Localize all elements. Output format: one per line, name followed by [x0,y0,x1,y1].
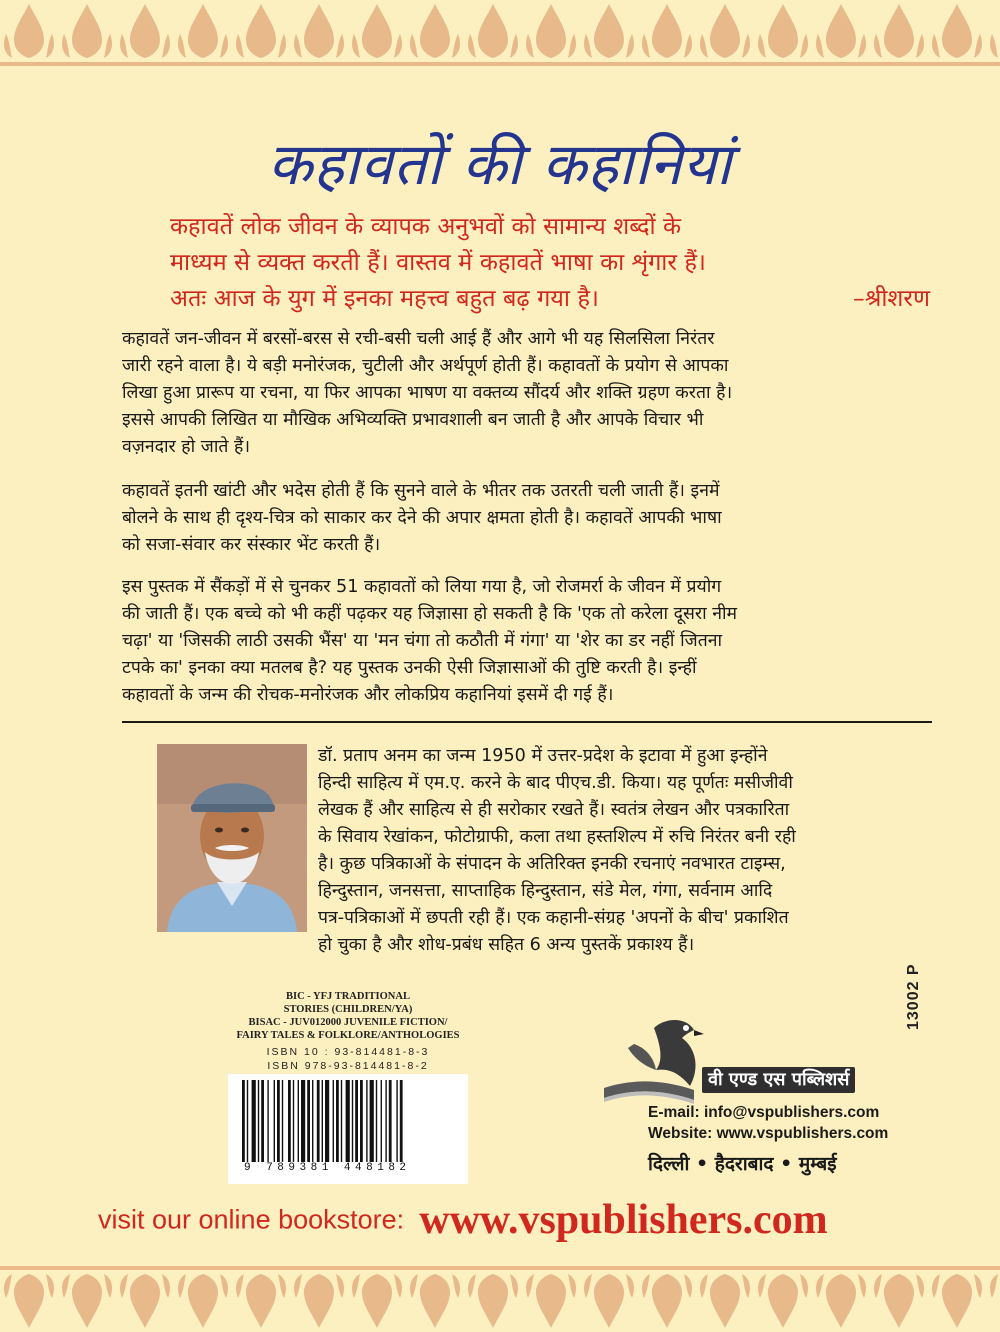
barcode-bar [274,1080,275,1162]
barcode-digits: 9 789381 448182 [244,1162,459,1174]
barcode-bar [352,1080,353,1162]
publisher-name: वी एण्ड एस पब्लिशर्स [702,1067,855,1093]
bio-line: के सिवाय रेखांकन, फोटोग्राफी, कला तथा हस्तशिल्प में रुचि निरंतर बनी रही [318,827,796,847]
section-divider [122,721,932,723]
quote-line-text: अतः आज के युग में इनका महत्त्व बहुत बढ़ गया है। [170,284,599,312]
store-url[interactable]: www.vspublishers.com [419,1197,828,1243]
publisher-website: Website: www.vspublishers.com [648,1125,889,1142]
barcode-bar [252,1080,256,1162]
bic-line: BISAC - JUV012000 JUVENILE FICTION/ [248,1017,448,1028]
text-line: कहावतें इतनी खांटी और भदेस होती हैं कि सुनने वाले के भीतर तक उतरती चली जाती हैं। इनमें [122,481,720,501]
barcode-bar [389,1080,392,1162]
author-photo [157,744,307,932]
barcode-bar [247,1080,248,1162]
barcode-bar [336,1080,339,1162]
barcode-bar [261,1080,264,1162]
epigraph-quote [170,208,930,316]
barcode-bar [298,1080,299,1162]
bic-line: BIC - YFJ TRADITIONAL [286,991,410,1002]
barcode-bar [267,1080,268,1162]
barcode-bar [317,1080,320,1162]
text-line: वज़नदार हो जाते हैं। [122,437,251,457]
bio-line: हिन्दी साहित्य में एम.ए. करने के बाद पीएच.डी. किया। यह पूर्णतः मसीजीवी [318,773,793,793]
barcode-bar [370,1080,374,1162]
text-line: इस पुस्तक में सैंकड़ों में से चुनकर 51 कहावतों को लिया गया है, जो रोजमर्रा के जीवन में प्रयोग [122,577,722,597]
barcode-bar [293,1080,294,1162]
text-line: को सजा-संवार कर संस्कार भेंट करती हैं। [122,535,381,555]
text-line: कहावतें जन-जीवन में बरसों-बरस से रची-बसी चली आई हैं और आगे भी यह सिलसिला निरंतर [122,329,715,349]
book-title: कहावतों की कहानियां [267,130,733,198]
bio-line: लेखक हैं और साहित्य से ही सरोकार रखते हैं। स्वतंत्र लेखन और पत्रकारिता [318,800,790,820]
description-paragraph-1 [122,326,930,461]
barcode-bar [258,1080,259,1162]
quote-line [170,280,930,316]
text-line: बोलने के साथ ही दृश्य-चित्र को साकार कर देने की अपार क्षमता होती है। कहावतें आपकी भाषा [122,508,722,528]
barcode-bar [307,1080,310,1162]
barcode-bar [282,1080,283,1162]
barcode-bar [242,1080,245,1162]
publisher-cities: दिल्ली • हैदराबाद • मुम्बई [648,1153,837,1175]
quote-line: कहावतें लोक जीवन के व्यापक अनुभवों को सामान्य शब्दों के [170,212,682,240]
text-line: चढ़ा' या 'जिसकी लाठी उसकी भैंस' या 'मन चंगा तो कठौती में गंगा' या 'शेर का डर नहीं जितना [122,631,723,651]
barcode-bar [341,1080,342,1162]
bic-line: FAIRY TALES & FOLKLORE/ANTHOLOGIES [236,1030,460,1041]
barcode-bar [396,1080,397,1162]
isbn13-label: ISBN 978-93-814481-8-2 [267,1060,429,1072]
bic-line: STORIES (CHILDREN/YA) [283,1004,413,1015]
barcode-bar [312,1080,313,1162]
text-line: जारी रहने वाला है। ये बड़ी मनोरंजक, चुटीली और अर्थपूर्ण होती हैं। कहावतों के प्रयोग से आपका [122,356,729,376]
text-line: इससे आपकी लिखित या मौखिक अभिव्यक्ति प्रभावशाली बन जाती है और आपके विचार भी [122,410,704,430]
quote-author: –श्रीशरण [852,284,930,312]
barcode-bar [301,1080,305,1162]
product-code: 13002 P [905,963,922,1030]
text-line: कहावतों के जन्म की रोचक-मनोरंजक और लोकप्रिय कहानियां इसमें दी गई हैं। [122,685,614,705]
barcode-bar [355,1080,358,1162]
publisher-email: E-mail: info@vspublishers.com [648,1104,880,1121]
isbn10-label: ISBN 10 : 93-814481-8-3 [266,1046,430,1058]
online-store-banner [98,1196,938,1244]
barcode-bar [385,1080,386,1162]
author-portrait-image [157,744,307,932]
barcode-bar [288,1080,291,1162]
description-paragraph-2 [122,478,930,559]
top-ornament-border [0,0,1000,70]
barcode-bar [360,1080,363,1162]
description-paragraph-3 [122,574,930,709]
subject-classification [228,990,468,1042]
store-label: visit our online bookstore: [98,1204,405,1235]
barcode-bar [366,1080,367,1162]
text-line: लिखा हुआ प्रारूप या रचना, या फिर आपका भाषण या वक्तव्य सौंदर्य और शक्ति ग्रहण करता है। [122,383,733,403]
author-bio [318,743,930,959]
bio-line: हो चुका है और शोध-प्रबंध सहित 6 अन्य पुस्तकें प्रकाश्य हैं। [318,935,695,955]
bio-line: डॉ. प्रताप अनम का जन्म 1950 में उत्तर-प्रदेश के इटावा में हुआ इन्होंने [318,746,768,766]
bio-line: है। कुछ पत्रिकाओं के संपादन के अतिरिक्त इनकी रचनाएं नवभारत टाइम्स, [318,854,786,874]
barcode-bar [277,1080,280,1162]
quote-line: माध्यम से व्यक्त करती हैं। वास्तव में कहावतें भाषा का शृंगार हैं। [170,248,706,276]
barcode-bar [381,1080,382,1162]
barcode-bar [325,1080,329,1162]
bottom-ornament-border [0,1262,1000,1332]
barcode-bar [333,1080,334,1162]
barcode-bar [400,1080,403,1162]
bio-line: पत्र-पत्रिकाओं में छपती रही हैं। एक कहानी-संग्रह 'अपनों के बीच' प्रकाशित [318,908,789,928]
barcode-bar [346,1080,350,1162]
text-line: टपके का' इनका क्या मतलब है? यह पुस्तक उनकी ऐसी जिज्ञासाओं की तुष्टि करती है। इन्हीं [122,658,697,678]
barcode-bar [376,1080,377,1162]
barcode-bar [322,1080,323,1162]
bio-line: हिन्दुस्तान, जनसत्ता, साप्ताहिक हिन्दुस्तान, संडे मेल, गंगा, सर्वनाम आदि [318,881,773,901]
text-line: की जाती हैं। एक बच्चे को भी कहीं पढ़कर यह जिज्ञासा हो सकती है कि 'एक तो करेला दूसरा नीम [122,604,738,624]
